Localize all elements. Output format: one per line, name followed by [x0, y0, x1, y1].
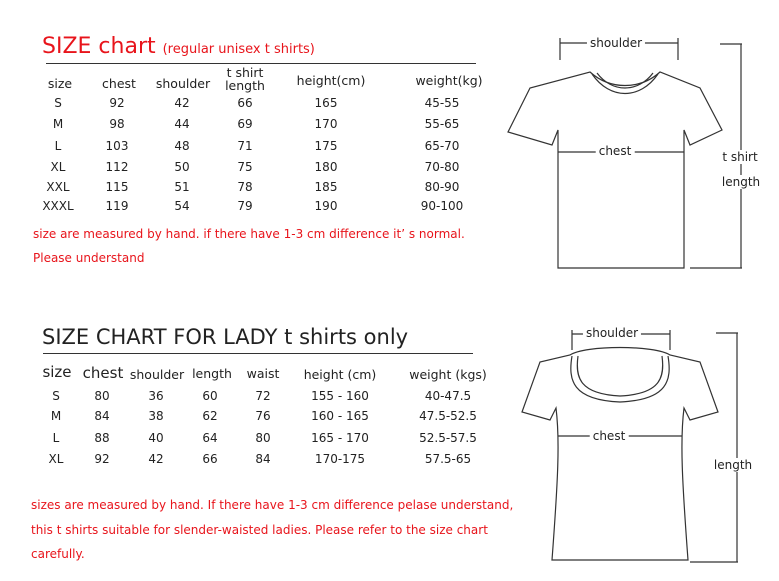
- header-shoulder: shoulder: [155, 76, 211, 91]
- label-length: length: [719, 175, 763, 189]
- table-cell: 64: [202, 431, 218, 445]
- unisex-note-2: Please understand: [33, 251, 145, 265]
- table-cell: 71: [237, 139, 253, 153]
- unisex-note: size are measured by hand. if there have 1-3 cm difference it’ s normal.: [33, 227, 465, 241]
- table-cell: 36: [148, 389, 164, 403]
- table-cell: 70-80: [424, 160, 460, 174]
- table-cell: 65-70: [424, 139, 460, 153]
- table-cell: 52.5-57.5: [419, 431, 477, 445]
- table-cell: 66: [237, 96, 253, 110]
- header-size: size: [42, 363, 72, 381]
- divider: [43, 353, 473, 354]
- header-waist: waist: [246, 366, 280, 381]
- table-cell: 80: [94, 389, 110, 403]
- lady-tshirt-collar-inner: [577, 356, 662, 396]
- lady-tshirt-outline: [522, 348, 718, 561]
- table-cell: 60: [202, 389, 218, 403]
- lady-note: sizes are measured by hand. If there have 1-3 cm difference pelase understand,: [31, 498, 514, 512]
- table-cell: 40: [148, 431, 164, 445]
- table-cell: 42: [174, 96, 190, 110]
- header-weight: weight (kgs): [409, 367, 487, 382]
- table-cell: 38: [148, 409, 164, 423]
- table-cell: 80: [255, 431, 271, 445]
- header-length: length: [192, 366, 232, 381]
- table-cell: 92: [94, 452, 110, 466]
- lady-dimension-length: [690, 333, 738, 562]
- table-cell: 170-175: [314, 452, 366, 466]
- table-cell: 90-100: [420, 199, 464, 213]
- table-cell: 165: [314, 96, 338, 110]
- table-cell: 48: [174, 139, 190, 153]
- table-cell: 84: [94, 409, 110, 423]
- label-tshirt: t shirt: [719, 150, 760, 164]
- table-cell: 42: [148, 452, 164, 466]
- table-cell: 54: [174, 199, 190, 213]
- unisex-subtitle: (regular unisex t shirts): [162, 42, 315, 57]
- table-cell: 155 - 160: [311, 389, 369, 403]
- header-height: height (cm): [303, 367, 377, 382]
- table-cell: 115: [105, 180, 129, 194]
- lady-label-length: length: [711, 458, 755, 472]
- table-cell: 51: [174, 180, 190, 194]
- table-cell: 88: [94, 431, 110, 445]
- table-cell: 45-55: [424, 96, 460, 110]
- lady-note-2: this t shirts suitable for slender-waisted ladies. Please refer to the size chart: [31, 523, 488, 537]
- lady-label-chest: chest: [590, 429, 629, 443]
- table-cell: 50: [174, 160, 190, 174]
- table-cell: 175: [314, 139, 338, 153]
- table-cell: 40-47.5: [424, 389, 472, 403]
- table-cell: 55-65: [424, 117, 460, 131]
- table-cell: 112: [105, 160, 129, 174]
- table-cell: 80-90: [424, 180, 460, 194]
- lady-tshirt-collar-outer: [571, 356, 669, 402]
- table-cell: 72: [255, 389, 271, 403]
- table-cell: L: [54, 139, 62, 153]
- table-cell: 66: [202, 452, 218, 466]
- header-weight: weight(kg): [415, 73, 483, 88]
- header-chest: chest: [82, 364, 124, 382]
- table-cell: 98: [109, 117, 125, 131]
- table-cell: 92: [109, 96, 125, 110]
- table-cell: M: [50, 409, 62, 423]
- table-cell: 185: [314, 180, 338, 194]
- table-cell: 170: [314, 117, 338, 131]
- table-cell: 75: [237, 160, 253, 174]
- table-cell: 76: [255, 409, 271, 423]
- table-cell: 84: [255, 452, 271, 466]
- table-cell: XL: [48, 452, 64, 466]
- table-cell: 62: [202, 409, 218, 423]
- label-chest: chest: [596, 144, 635, 158]
- table-cell: 103: [105, 139, 129, 153]
- header-size: size: [47, 76, 73, 91]
- table-cell: 47.5-52.5: [419, 409, 477, 423]
- tshirt-collar-outer: [592, 74, 658, 94]
- label-shoulder: shoulder: [587, 36, 645, 50]
- table-cell: 78: [237, 180, 253, 194]
- table-cell: XXL: [46, 180, 70, 194]
- table-cell: 44: [174, 117, 190, 131]
- table-cell: XL: [50, 160, 66, 174]
- header-shoulder: shoulder: [129, 367, 185, 382]
- table-cell: M: [52, 117, 64, 131]
- lady-title: SIZE CHART FOR LADY t shirts only: [42, 325, 409, 349]
- tshirt-outline: [508, 72, 722, 268]
- table-cell: S: [54, 96, 62, 110]
- header-length: t shirt length: [225, 65, 265, 93]
- lady-label-shoulder: shoulder: [583, 326, 641, 340]
- table-cell: S: [52, 389, 60, 403]
- table-cell: 165 - 170: [311, 431, 369, 445]
- table-cell: 119: [105, 199, 129, 213]
- table-cell: 57.5-65: [424, 452, 472, 466]
- table-cell: XXXL: [42, 199, 74, 213]
- table-cell: 180: [314, 160, 338, 174]
- table-cell: 79: [237, 199, 253, 213]
- table-cell: 69: [237, 117, 253, 131]
- table-cell: L: [52, 431, 60, 445]
- table-cell: 190: [314, 199, 338, 213]
- header-height: height(cm): [296, 73, 366, 88]
- lady-note-3: carefully.: [31, 547, 85, 561]
- table-cell: 160 - 165: [311, 409, 369, 423]
- header-chest: chest: [102, 76, 136, 91]
- unisex-title-text: SIZE chart: [42, 34, 156, 59]
